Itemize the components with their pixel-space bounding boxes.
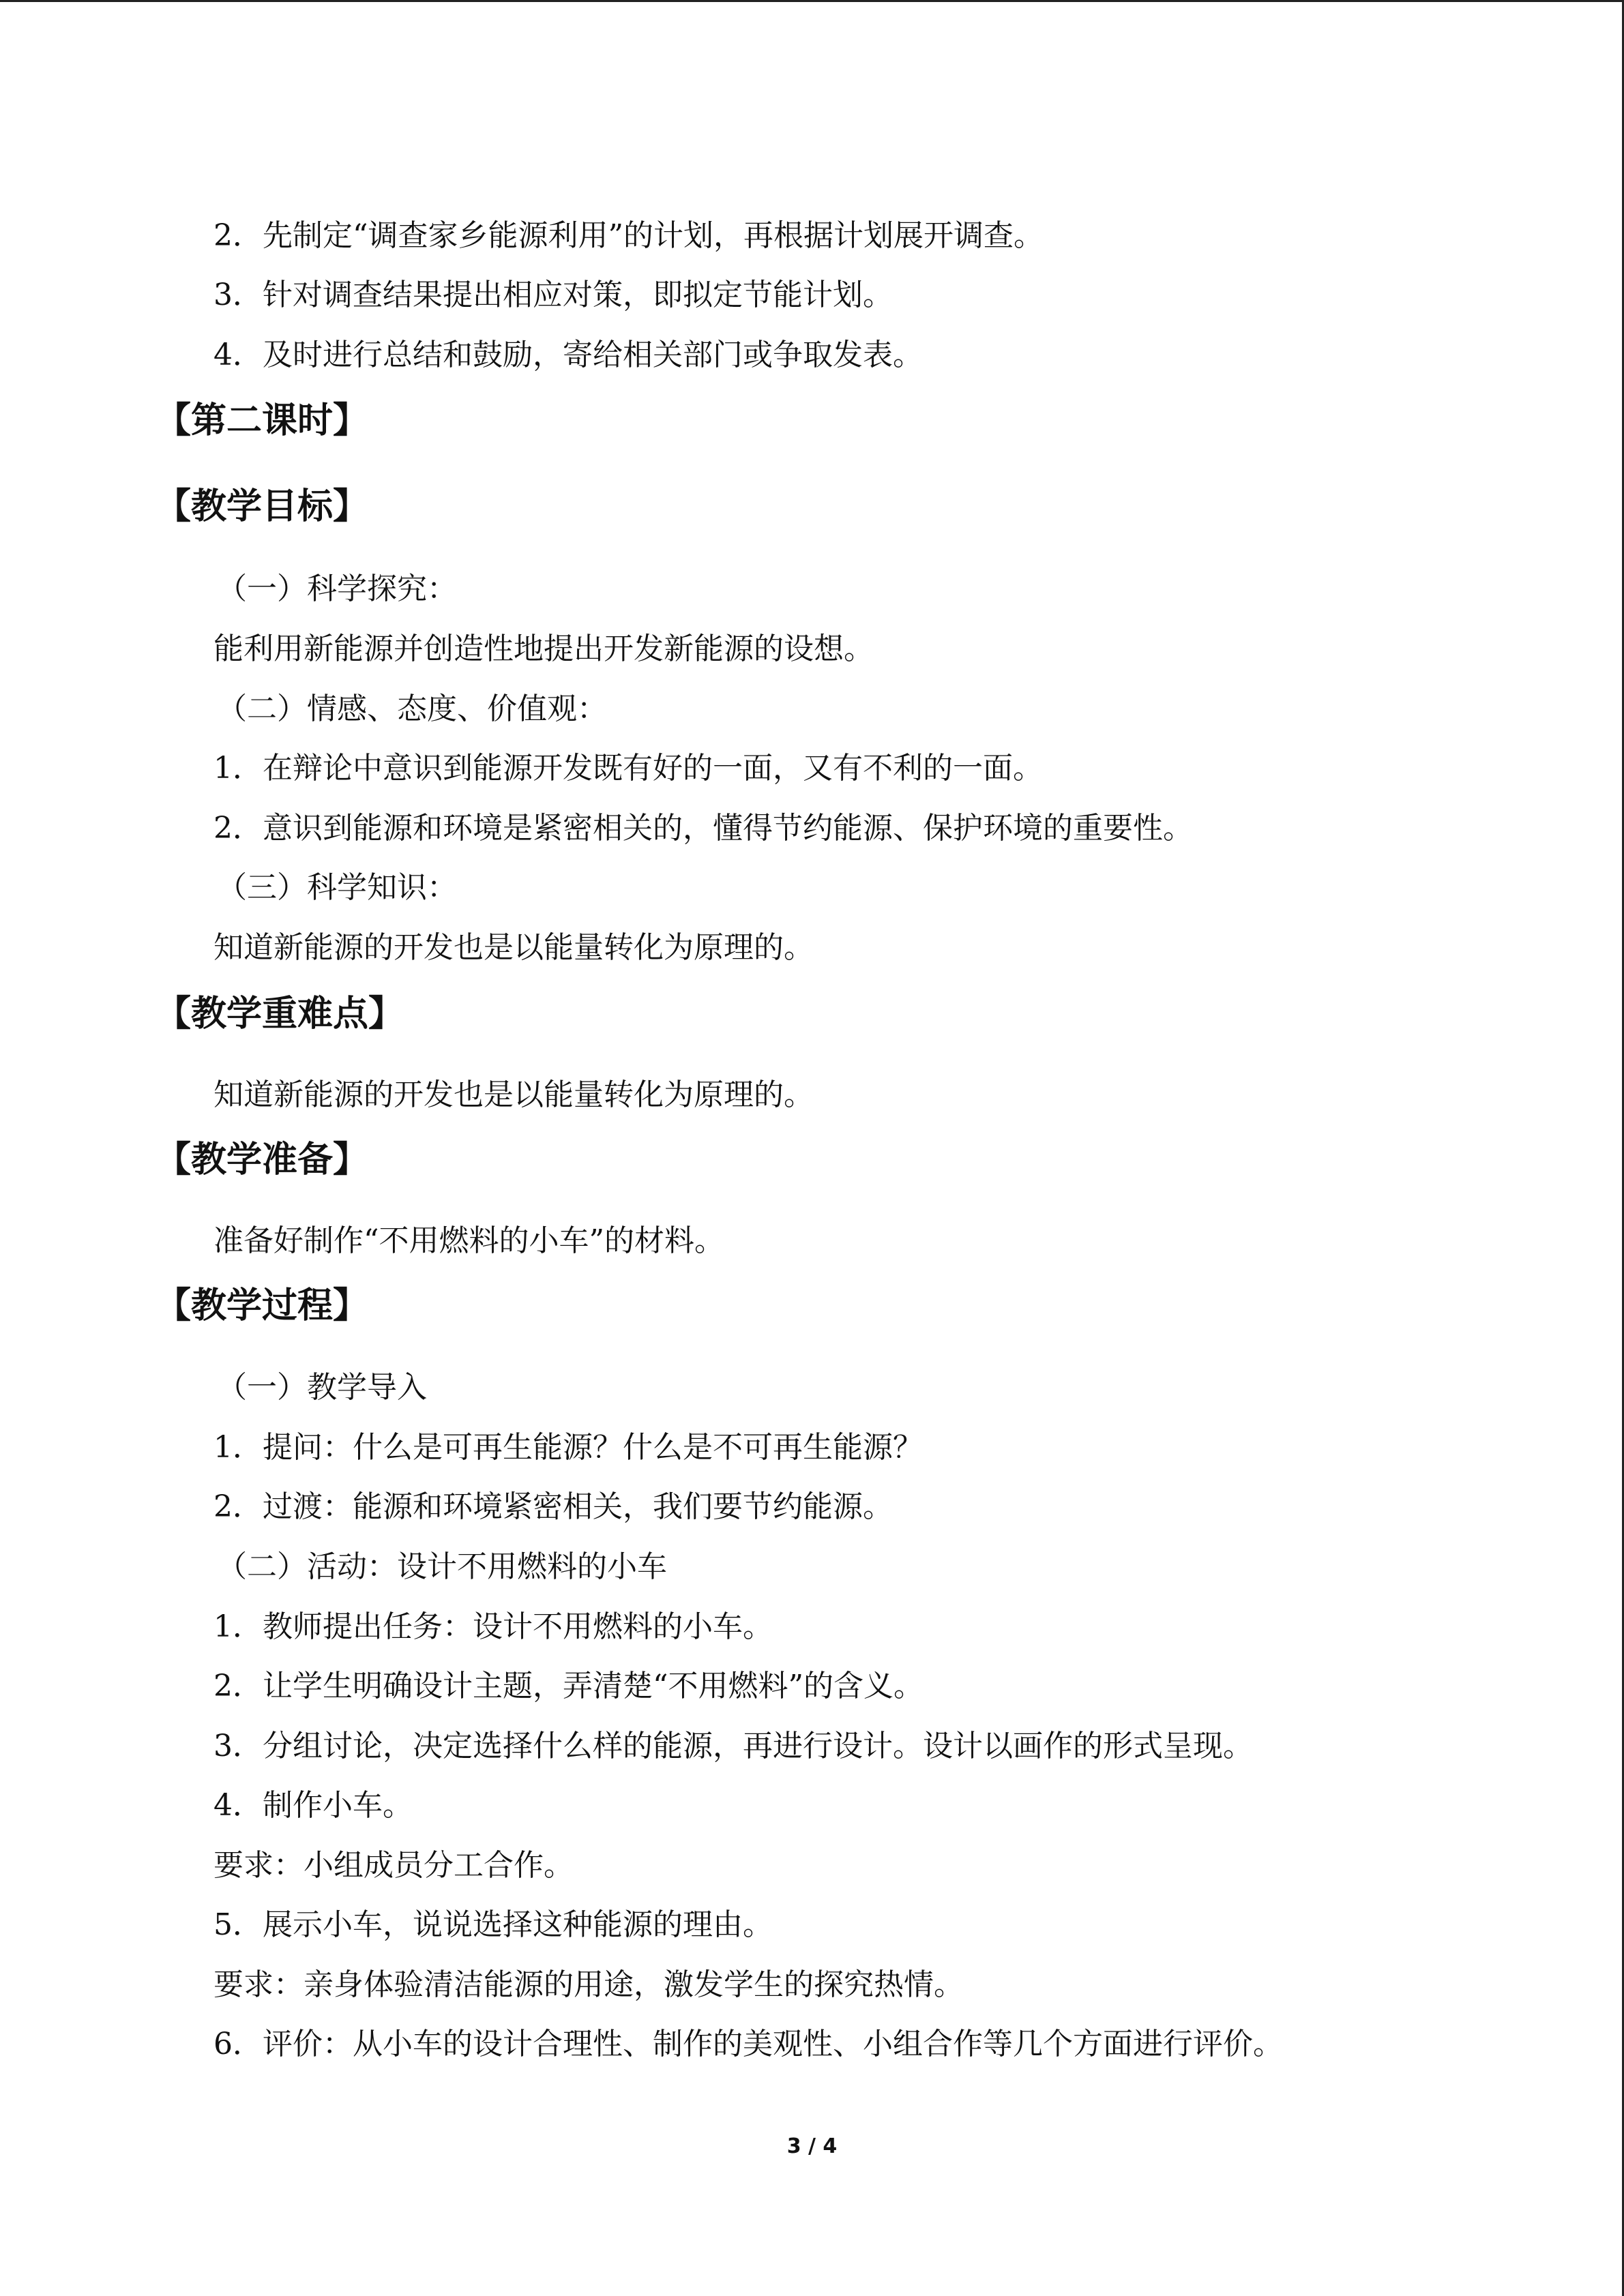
process-activity-item: 2．让学生明确设计主题，弄清楚“不用燃料”的含义。	[213, 1669, 924, 1703]
keypoints-text: 知道新能源的开发也是以能量转化为原理的。	[213, 1077, 814, 1112]
process-intro-item: 1．提问：什么是可再生能源？什么是不可再生能源？	[213, 1430, 923, 1465]
process-activity-item: 6．评价：从小车的设计合理性、制作的美观性、小组合作等几个方面进行评价。	[213, 2027, 1283, 2061]
process-intro-item: 2．过渡：能源和环境紧密相关，我们要节约能源。	[213, 1489, 893, 1524]
list-item-plan: 2．先制定“调查家乡能源利用”的计划，再根据计划展开调查。	[213, 218, 1044, 253]
section-heading-goals: 【教学目标】	[156, 486, 369, 527]
goals-inquiry-label: （一）科学探究：	[217, 571, 457, 606]
section-heading-keypoints: 【教学重难点】	[156, 994, 404, 1034]
process-activity-item: 1．教师提出任务：设计不用燃料的小车。	[213, 1609, 773, 1644]
goals-attitude-item: 1．在辩论中意识到能源开发既有好的一面，又有不利的一面。	[213, 751, 1043, 786]
section-heading-lesson: 【第二课时】	[156, 400, 369, 441]
page-border-top	[0, 0, 1624, 2]
goals-knowledge-label: （三）科学知识：	[217, 870, 457, 905]
goals-attitude-item: 2．意识到能源和环境是紧密相关的，懂得节约能源、保护环境的重要性。	[213, 811, 1193, 846]
goals-attitude-label: （二）情感、态度、价值观：	[217, 691, 607, 726]
process-activity-item: 4．制作小车。	[213, 1788, 413, 1823]
section-heading-process: 【教学过程】	[156, 1285, 369, 1326]
process-activity-requirement: 要求：小组成员分工合作。	[213, 1848, 574, 1883]
process-activity-requirement: 要求：亲身体验清洁能源的用途，激发学生的探究热情。	[213, 1967, 964, 2002]
prep-text: 准备好制作“不用燃料的小车”的材料。	[213, 1223, 724, 1258]
page-number: 3 / 4	[786, 2134, 838, 2158]
process-activity-item: 5．展示小车，说说选择这种能源的理由。	[213, 1907, 773, 1942]
list-item-summary: 4．及时进行总结和鼓励，寄给相关部门或争取发表。	[213, 338, 923, 372]
process-intro-label: （一）教学导入	[217, 1370, 427, 1405]
section-heading-prep: 【教学准备】	[156, 1139, 369, 1180]
process-activity-item: 3．分组讨论，决定选择什么样的能源，再进行设计。设计以画作的形式呈现。	[213, 1729, 1253, 1763]
goals-inquiry-text: 能利用新能源并创造性地提出开发新能源的设想。	[213, 631, 874, 666]
process-activity-label: （二）活动：设计不用燃料的小车	[217, 1549, 667, 1584]
goals-knowledge-text: 知道新能源的开发也是以能量转化为原理的。	[213, 930, 814, 965]
list-item-countermeasure: 3．针对调查结果提出相应对策，即拟定节能计划。	[213, 278, 893, 312]
